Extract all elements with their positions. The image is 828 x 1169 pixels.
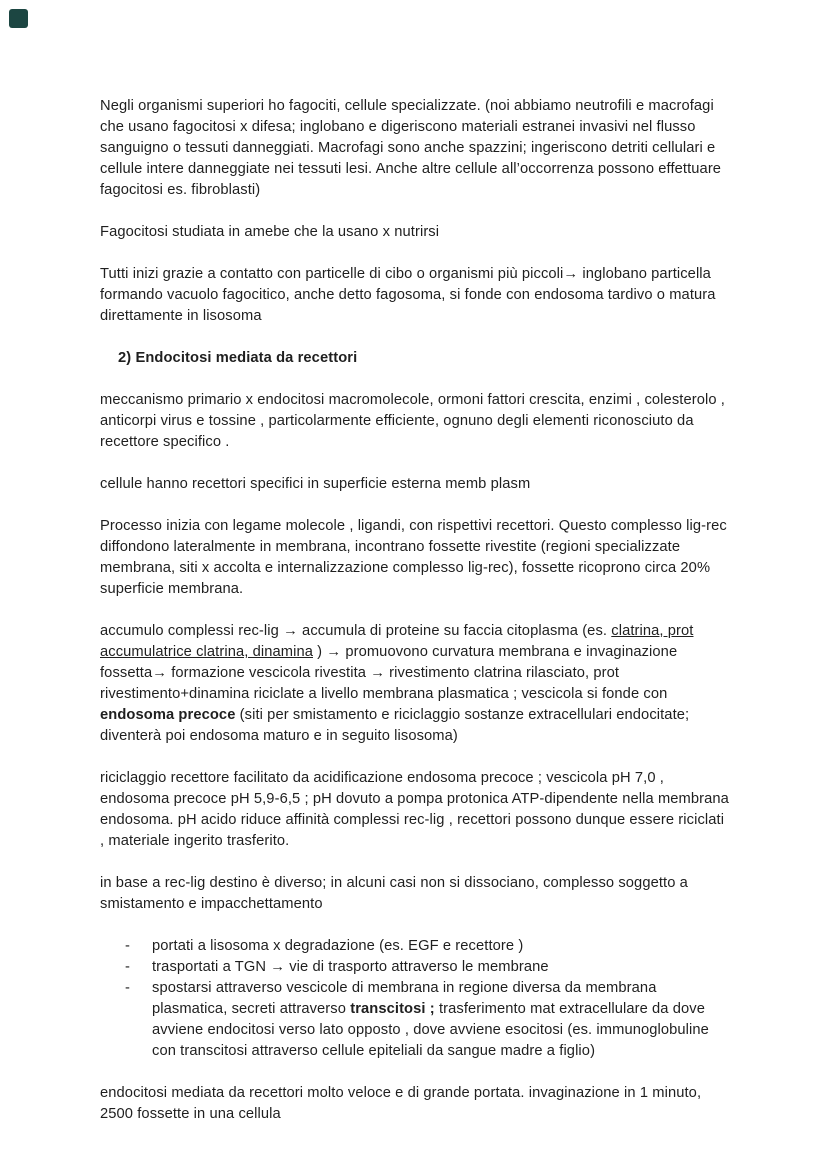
paragraph-fagociti: Negli organismi superiori ho fagociti, cellule specializzate. (noi abbiamo neutrofili e macrofagi che usano fagocitosi x difesa; inglobano e digeriscono materiali estranei invasivi nel flusso sanguigno o tessuti danneggiati. Macrofagi sono anche spazzini; ingeriscono detriti cellulari e cellule intere danneggiate nei tessuti lesi. Anche altre cellule all’occorrenza possono effettuare fagocitosi es. fibroblasti)	[100, 98, 722, 198]
paragraph-recettori-superficie: cellule hanno recettori specifici in superficie esterna memb plasm	[100, 476, 531, 492]
list-item	[100, 936, 732, 957]
underlined-term-clatrina: clatrina, prot accumulatrice clatrina, dinamina	[100, 623, 694, 660]
text-segment: (siti per smistamento e riciclaggio sostanze extracellulari endocitate; diventerà poi endosoma maturo e in seguito lisosoma)	[100, 707, 690, 744]
paragraph-fagosoma: Tutti inizi grazie a contatto con particelle di cibo o organismi più piccoli→ inglobano particella formando vacuolo fagocitico, anche detto fagosoma, si fonde con endosoma tardivo o matura direttamente in lisosoma	[100, 266, 716, 324]
paragraph-processo-legame: Processo inizia con legame molecole , ligandi, con rispettivi recettori. Questo complesso lig-rec diffondono lateralmente in membrana, incontrano fossette rivestite (regioni specializzate membrana, siti x accolta e internalizzazione complesso lig-rec), fossette ricoprono circa 20% superficie membrana.	[100, 518, 727, 597]
text-segment: trasferimento mat extracellulare da dove avviene endocitosi verso lato opposto , dove avviene esocitosi (es. immunoglobuline con transcitosi attraverso cellule epiteliali da sangue madre a figlio)	[152, 1001, 709, 1059]
notes-text-body	[100, 96, 732, 1125]
text-segment: spostarsi attraverso vescicole di membrana in regione diversa da membrana plasmatica, secreti attraverso	[152, 980, 657, 1017]
paragraph-destino-reclig: in base a rec-lig destino è diverso; in alcuni casi non si dissociano, complesso soggetto a smistamento e impacchettamento	[100, 875, 688, 912]
corner-marker-icon	[9, 9, 28, 28]
text-segment: ) → promuovono curvatura membrana e invaginazione fossetta→ formazione vescicola rivestita → rivestimento clatrina rilasciato, prot rivestimento+dinamina riciclate a livello membrana plasmatica ; vescicola si fonde con	[100, 644, 678, 702]
paragraph-accumulo-clatrina	[100, 621, 732, 747]
list-item-text	[152, 978, 732, 1062]
list-item-text: portati a lisosoma x degradazione (es. EGF e recettore )	[152, 938, 524, 954]
paragraph-amebe: Fagocitosi studiata in amebe che la usano x nutrirsi	[100, 224, 440, 240]
list-item-text: trasportati a TGN → vie di trasporto attraverso le membrane	[152, 959, 549, 975]
bold-term-transcitosi: transcitosi ;	[350, 1001, 435, 1017]
bullet-marker: -	[125, 938, 130, 954]
paragraph-velocita: endocitosi mediata da recettori molto veloce e di grande portata. invaginazione in 1 minuto, 2500 fossette in una cellula	[100, 1085, 702, 1122]
paragraph-meccanismo: meccanismo primario x endocitosi macromolecole, ormoni fattori crescita, enzimi , colesterolo , anticorpi virus e tossine , particolarmente efficiente, ognuno degli elementi riconosciuto da recettore specifico .	[100, 392, 725, 450]
bullet-marker: -	[125, 980, 130, 996]
bullet-marker: -	[125, 959, 130, 975]
list-item	[100, 957, 732, 978]
dash-list	[100, 936, 732, 1062]
list-item	[100, 978, 732, 1062]
bold-term-endosoma-precoce: endosoma precoce	[100, 707, 236, 723]
paragraph-riciclaggio-ph: riciclaggio recettore facilitato da acidificazione endosoma precoce ; vescicola pH 7,0 , endosoma precoce pH 5,9-6,5 ; pH dovuto a pompa protonica ATP-dipendente nella membrana endosoma. pH acido riduce affinità complessi rec-lig , recettori possono dunque essere riciclati , materiale ingerito trasferito.	[100, 770, 729, 849]
section-heading-endocitosi: 2) Endocitosi mediata da recettori	[118, 350, 358, 366]
text-segment: accumulo complessi rec-lig → accumula di proteine su faccia citoplasma (es.	[100, 623, 612, 639]
